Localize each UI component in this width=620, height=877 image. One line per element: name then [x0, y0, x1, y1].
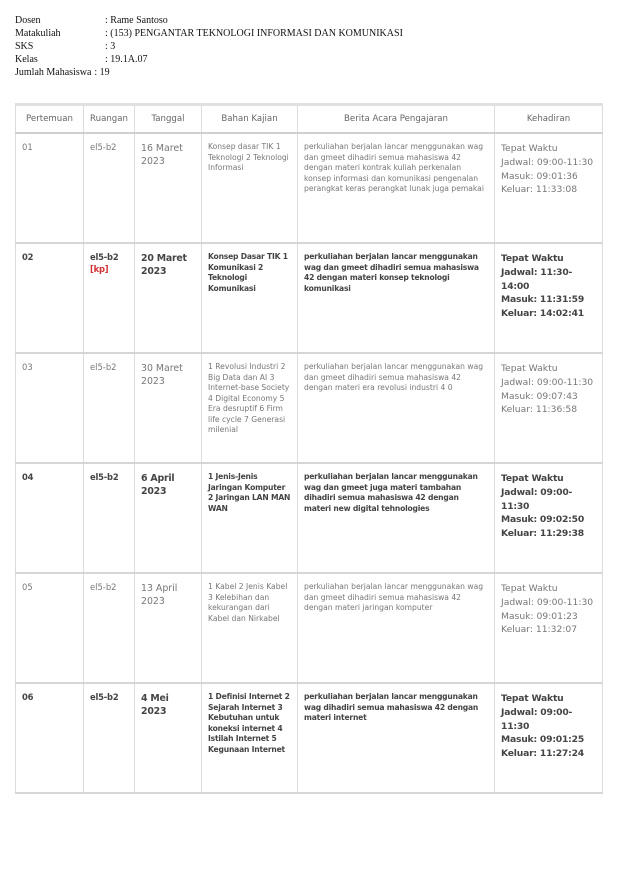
kehadiran-cell — [495, 133, 603, 243]
kelas-row — [15, 53, 403, 66]
keluar-text: Keluar: 11:27:24 — [501, 748, 584, 760]
pertemuan-cell: 06 — [16, 683, 84, 793]
status-text: Tepat Waktu — [501, 583, 558, 594]
matakuliah-value: : (153) PENGANTAR TEKNOLOGI INFORMASI DAN KOMUNIKASI — [105, 28, 403, 39]
status-text: Tepat Waktu — [501, 143, 558, 154]
kehadiran-cell — [495, 353, 603, 463]
kelas-label: Kelas — [15, 54, 38, 65]
kehadiran-cell — [495, 683, 603, 793]
jumlah-mahasiswa-label: Jumlah Mahasiswa — [15, 67, 92, 78]
pertemuan-cell: 05 — [16, 573, 84, 683]
keluar-text: Keluar: 11:29:38 — [501, 528, 584, 540]
berita-acara-cell: perkuliahan berjalan lancar menggunakan wag dan gmeet dihadiri semua mahasiswa 42 dengan materi kontrak kuliah perkenalan konsep informasi dan komunikasi pengenalan perangkat keras perangkat lunak juga pemakai — [298, 133, 495, 243]
masuk-text: Masuk: 09:01:25 — [501, 734, 585, 746]
tanggal-cell: 16 Maret 2023 — [135, 133, 202, 243]
bahan-kajian-cell: 1 Jenis-Jenis Jaringan Komputer 2 Jaringan LAN MAN WAN — [202, 463, 298, 573]
ruangan-cell: el5-b2 — [84, 353, 135, 463]
status-text: Tepat Waktu — [501, 363, 558, 374]
berita-acara-cell: perkuliahan berjalan lancar menggunakan wag dihadiri semua mahasiswa 42 dengan materi internet — [298, 683, 495, 793]
table-row — [16, 463, 603, 573]
kehadiran-cell — [495, 573, 603, 683]
dosen-value: : Rame Santoso — [105, 15, 168, 26]
ruangan-cell: el5-b2 — [84, 133, 135, 243]
ruangan-text: el5-b2 — [90, 252, 119, 262]
table-row — [16, 353, 603, 463]
jumlah-mahasiswa-row — [15, 66, 403, 79]
jadwal-text: Jadwal: 09:00-11:30 — [501, 156, 594, 168]
course-header — [15, 14, 403, 79]
sks-value: : 3 — [105, 41, 116, 52]
dosen-row — [15, 14, 403, 27]
ruangan-cell: el5-b2 — [84, 463, 135, 573]
keluar-text: Keluar: 14:02:41 — [501, 308, 584, 320]
keluar-text: Keluar: 11:33:08 — [501, 184, 578, 196]
sks-label: SKS — [15, 41, 34, 52]
tanggal-cell: 6 April 2023 — [135, 463, 202, 573]
masuk-text: Masuk: 09:01:23 — [501, 610, 578, 622]
status-text: Tepat Waktu — [501, 253, 564, 264]
table-row — [16, 243, 603, 353]
dosen-label: Dosen — [15, 15, 41, 26]
bahan-kajian-cell: 1 Revolusi Industri 2 Big Data dan AI 3 Internet-base Society 4 Digital Economy 5 Era desruptif 6 Firm life cycle 7 Generasi milenial — [202, 353, 298, 463]
masuk-text: Masuk: 09:02:50 — [501, 514, 585, 526]
kehadiran-cell — [495, 243, 603, 353]
pertemuan-cell: 03 — [16, 353, 84, 463]
jadwal-text: Jadwal: 09:00-11:30 — [501, 706, 573, 732]
tanggal-cell: 4 Mei 2023 — [135, 683, 202, 793]
pertemuan-cell: 04 — [16, 463, 84, 573]
col-ruangan: Ruangan — [84, 105, 135, 134]
pertemuan-cell: 02 — [16, 243, 84, 353]
kp-badge: [kp] — [90, 263, 109, 274]
attendance-table — [15, 103, 603, 794]
matakuliah-label: Matakuliah — [15, 28, 61, 39]
table-row — [16, 683, 603, 793]
ruangan-cell: el5-b2 — [84, 573, 135, 683]
masuk-text: Masuk: 11:31:59 — [501, 294, 585, 306]
kehadiran-cell — [495, 463, 603, 573]
matakuliah-row — [15, 27, 403, 40]
ruangan-cell: el5-b2 — [84, 683, 135, 793]
bahan-kajian-cell: 1 Kabel 2 Jenis Kabel 3 Kelebihan dan kekurangan dari Kabel dan Nirkabel — [202, 573, 298, 683]
col-kehadiran: Kehadiran — [495, 105, 603, 134]
bahan-kajian-cell: Konsep dasar TIK 1 Teknologi 2 Teknologi Informasi — [202, 133, 298, 243]
table-row — [16, 133, 603, 243]
jadwal-text: Jadwal: 09:00-11:30 — [501, 596, 594, 608]
masuk-text: Masuk: 09:07:43 — [501, 390, 578, 402]
berita-acara-cell: perkuliahan berjalan lancar menggunakan wag dan gmeet dihadiri semua mahasiswa 42 dengan materi konsep teknologi komunikasi — [298, 243, 495, 353]
kelas-value: : 19.1A.07 — [105, 54, 148, 65]
table-header-row — [16, 105, 603, 134]
jumlah-mahasiswa-value: : 19 — [94, 67, 110, 78]
col-berita-acara: Berita Acara Pengajaran — [298, 105, 495, 134]
berita-acara-cell: perkuliahan berjalan lancar menggunakan wag dan gmeet dihadiri semua mahasiswa 42 dengan materi jaringan komputer — [298, 573, 495, 683]
sks-row — [15, 40, 403, 53]
tanggal-cell: 13 April 2023 — [135, 573, 202, 683]
jadwal-text: Jadwal: 09:00-11:30 — [501, 376, 594, 388]
col-bahan-kajian: Bahan Kajian — [202, 105, 298, 134]
masuk-text: Masuk: 09:01:36 — [501, 170, 578, 182]
jadwal-text: Jadwal: 09:00-11:30 — [501, 486, 573, 512]
ruangan-cell — [84, 243, 135, 353]
jadwal-text: Jadwal: 11:30-14:00 — [501, 266, 573, 292]
bahan-kajian-cell: Konsep Dasar TIK 1 Komunikasi 2 Teknologi Komunikasi — [202, 243, 298, 353]
berita-acara-cell: perkuliahan berjalan lancar menggunakan wag dan gmeet dihadiri semua mahasiswa 42 dengan materi era revolusi industri 4 0 — [298, 353, 495, 463]
col-pertemuan: Pertemuan — [16, 105, 84, 134]
pertemuan-cell: 01 — [16, 133, 84, 243]
status-text: Tepat Waktu — [501, 473, 564, 484]
table-row — [16, 573, 603, 683]
keluar-text: Keluar: 11:32:07 — [501, 624, 578, 636]
status-text: Tepat Waktu — [501, 693, 564, 704]
tanggal-cell: 30 Maret 2023 — [135, 353, 202, 463]
tanggal-cell: 20 Maret 2023 — [135, 243, 202, 353]
bahan-kajian-cell: 1 Definisi Internet 2 Sejarah Internet 3 Kebutuhan untuk koneksi internet 4 Istilah Internet 5 Kegunaan Internet — [202, 683, 298, 793]
berita-acara-cell: perkuliahan berjalan lancar menggunakan wag dan gmeet juga materi tambahan dihadiri semua mahasiswa 42 dengan materi new digital tehnologies — [298, 463, 495, 573]
col-tanggal: Tanggal — [135, 105, 202, 134]
keluar-text: Keluar: 11:36:58 — [501, 404, 578, 416]
